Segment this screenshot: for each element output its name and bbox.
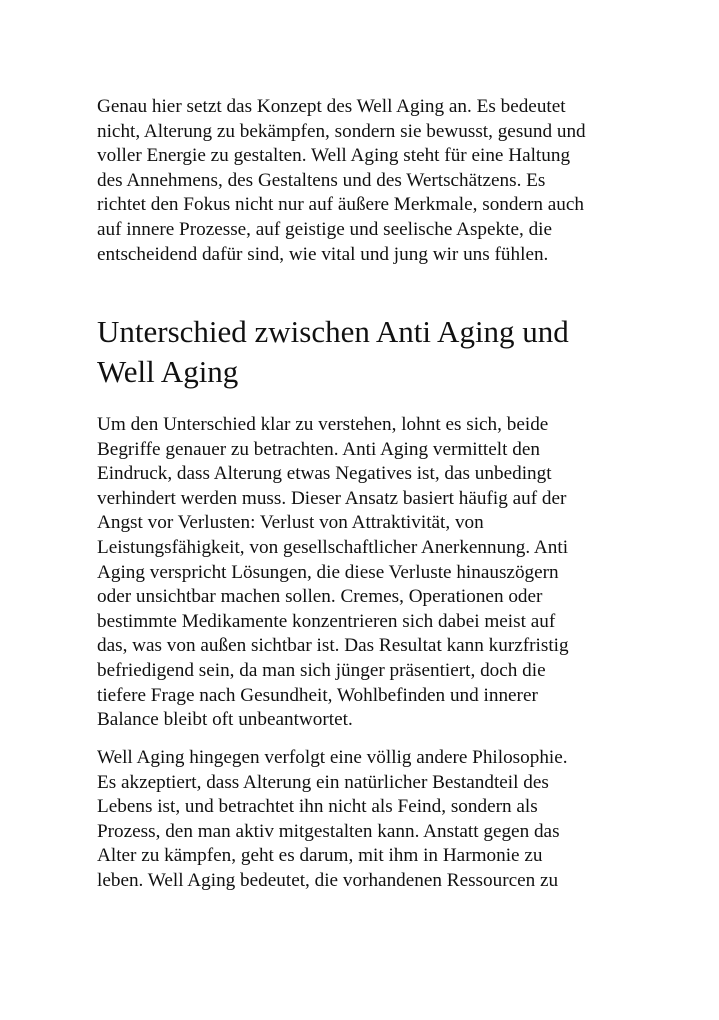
text-line: Begriffe genauer zu betrachten. Anti Aging vermittelt den (97, 438, 540, 460)
text-line: Well Aging hingegen verfolgt eine völlig andere Philosophie. (97, 747, 568, 768)
text-line: Balance bleibt oft unbeantwortet. (97, 709, 353, 731)
text-line: des Annehmens, des Gestaltens und des Wertschätzens. Es (97, 169, 546, 191)
paragraph-well-aging-philosophy (97, 746, 568, 894)
paragraph-well-aging-concept (97, 95, 586, 267)
text-line: Angst vor Verlusten: Verlust von Attraktivität, von (97, 512, 484, 534)
text-line: bestimmte Medikamente konzentrieren sich dabei meist auf (97, 610, 556, 632)
heading-line: Unterschied zwischen Anti Aging und (97, 314, 569, 349)
text-line: tiefere Frage nach Gesundheit, Wohlbefinden und innerer (97, 684, 538, 706)
paragraph-anti-aging (97, 413, 569, 733)
text-line: nicht, Alterung zu bekämpfen, sondern sie bewusst, gesund und (97, 120, 586, 142)
text-line: Es akzeptiert, dass Alterung ein natürlicher Bestandteil des (97, 771, 549, 793)
text-line: Prozess, den man aktiv mitgestalten kann. Anstatt gegen das (97, 820, 560, 842)
text-line: Aging verspricht Lösungen, die diese Verluste hinauszögern (97, 561, 559, 583)
heading-line: Well Aging (97, 354, 239, 389)
text-line: befriedigend sein, da man sich jünger präsentiert, doch die (97, 659, 546, 681)
text-line: Um den Unterschied klar zu verstehen, lohnt es sich, beide (97, 414, 549, 435)
text-line: Eindruck, dass Alterung etwas Negatives ist, das unbedingt (97, 463, 552, 485)
text-line: entscheidend dafür sind, wie vital und jung wir uns fühlen. (97, 243, 549, 265)
text-line: voller Energie zu gestalten. Well Aging steht für eine Haltung (97, 145, 571, 167)
text-line: verhindert werden muss. Dieser Ansatz basiert häufig auf der (97, 487, 567, 509)
text-line: Leistungsfähigkeit, von gesellschaftlicher Anerkennung. Anti (97, 536, 569, 558)
text-line: Genau hier setzt das Konzept des Well Aging an. Es bedeutet (97, 96, 566, 117)
text-line: das, was von außen sichtbar ist. Das Resultat kann kurzfristig (97, 635, 569, 657)
text-line: auf innere Prozesse, auf geistige und seelische Aspekte, die (97, 218, 553, 240)
section-heading (97, 312, 569, 392)
text-line: Lebens ist, und betrachtet ihn nicht als Feind, sondern als (97, 796, 538, 818)
text-line: richtet den Fokus nicht nur auf äußere Merkmale, sondern auch (97, 194, 584, 216)
text-line: oder unsichtbar machen sollen. Cremes, Operationen oder (97, 586, 543, 608)
text-line: leben. Well Aging bedeutet, die vorhandenen Ressourcen zu (97, 869, 559, 891)
text-line: Alter zu kämpfen, geht es darum, mit ihm in Harmonie zu (97, 845, 543, 867)
